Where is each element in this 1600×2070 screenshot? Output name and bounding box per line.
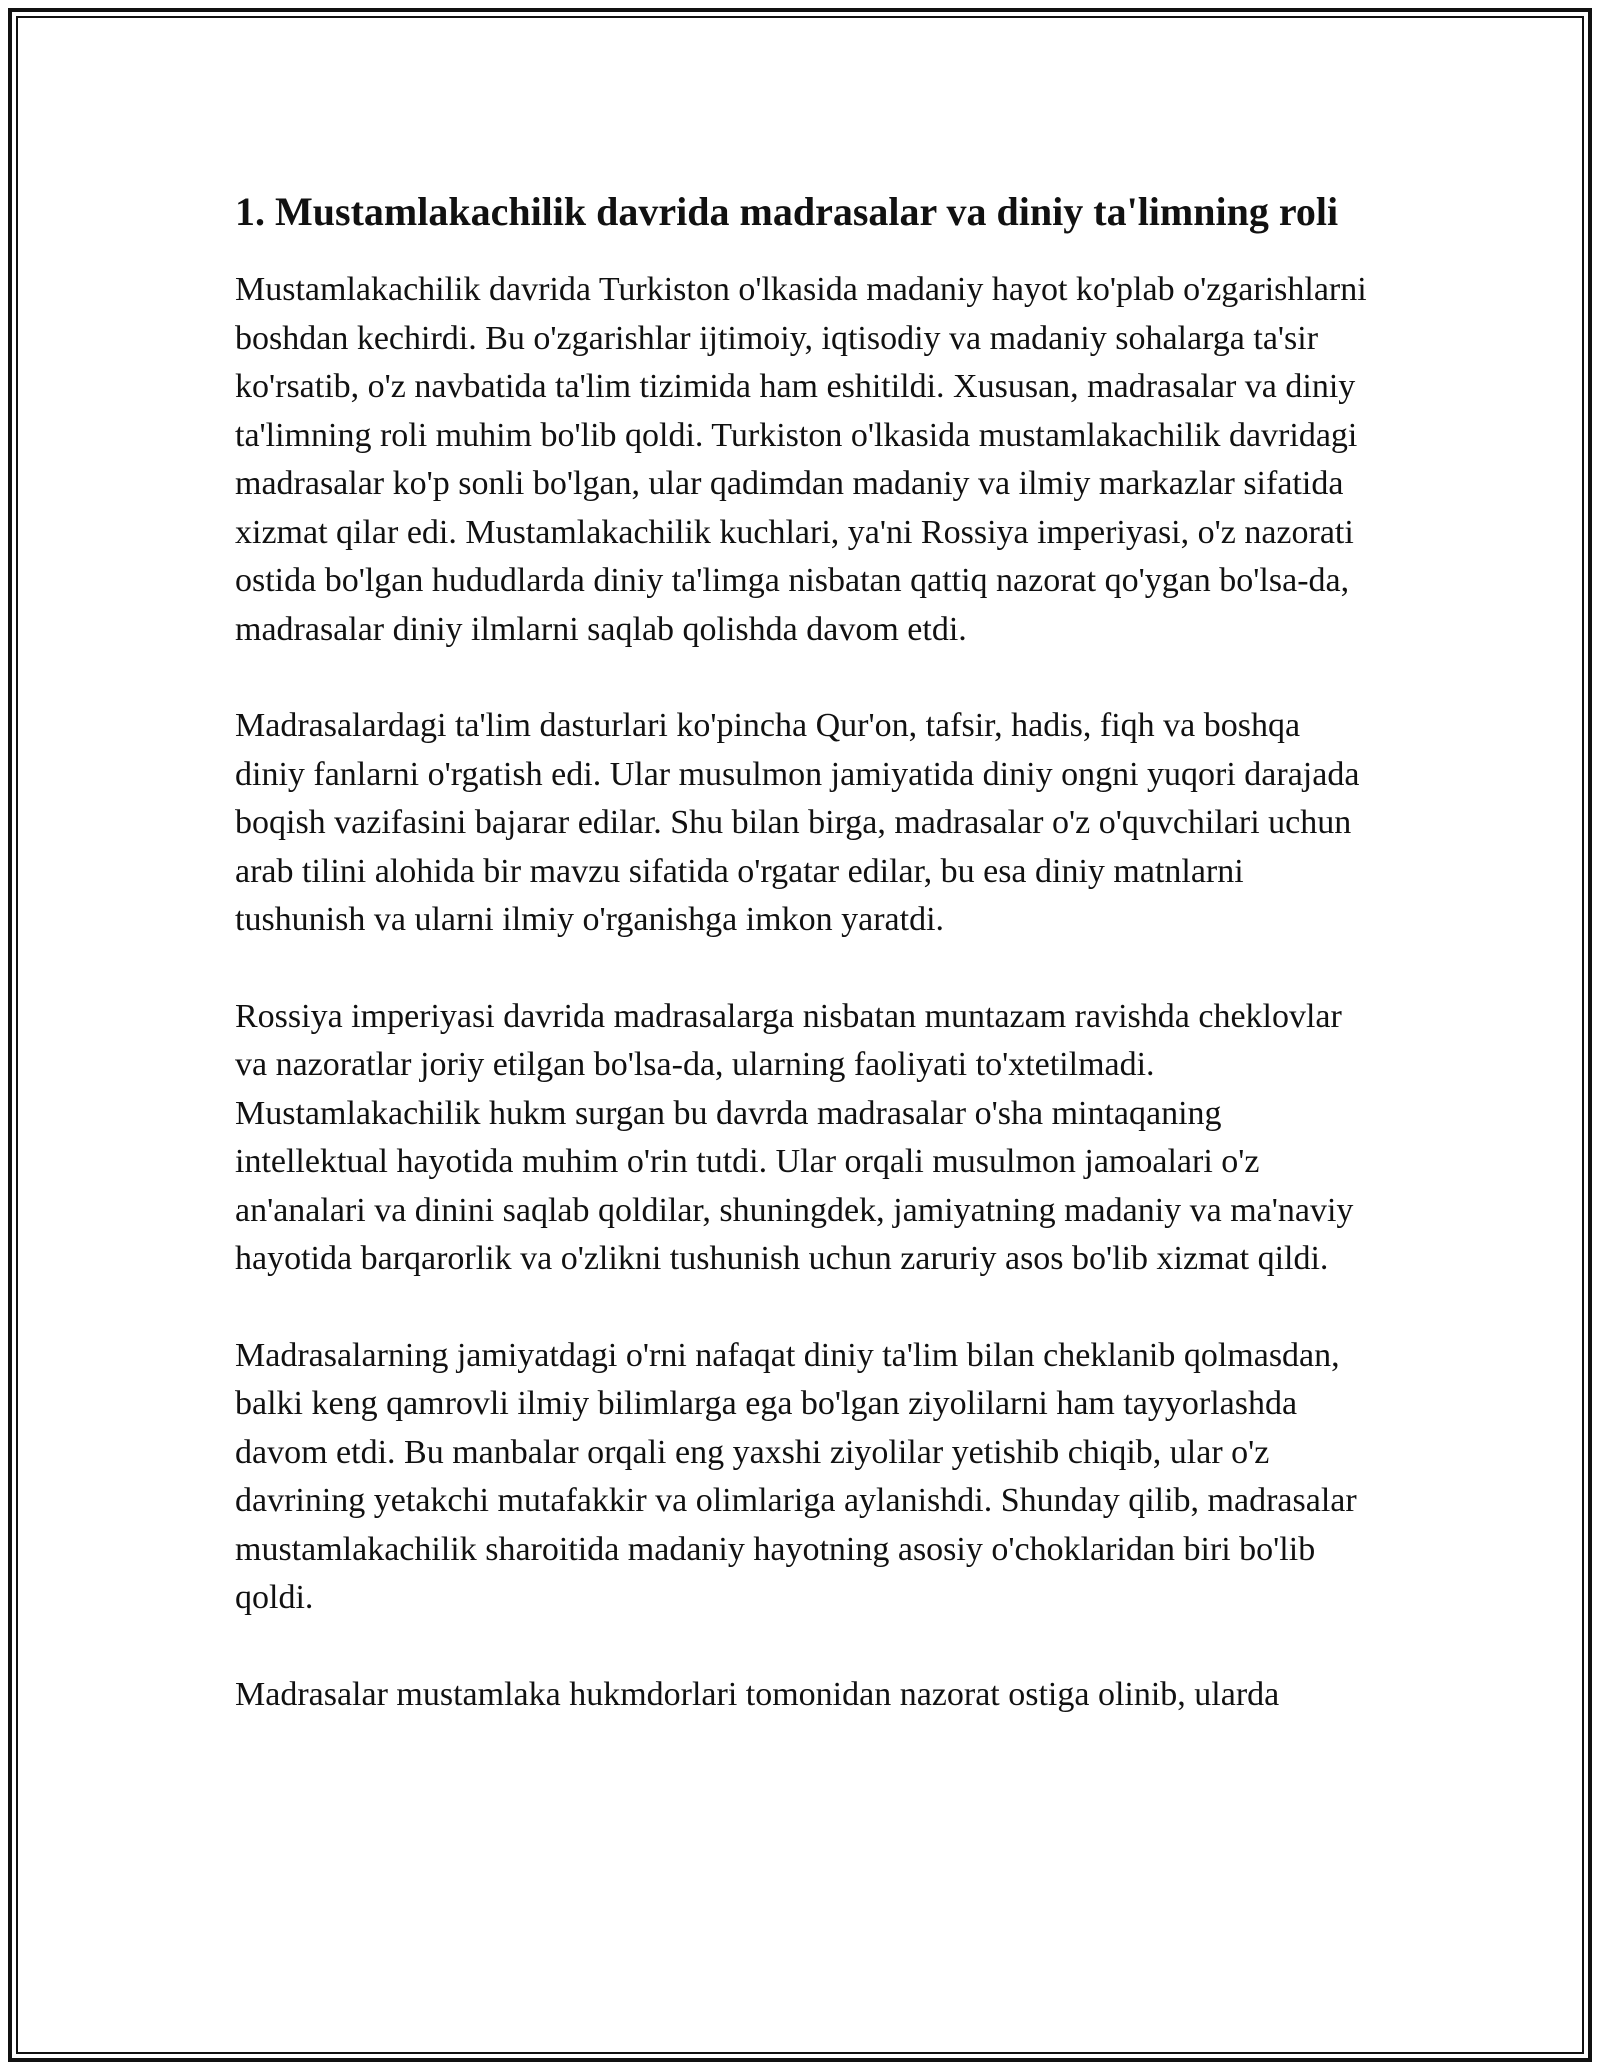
document-body (235, 184, 1375, 1767)
paragraph-5: Madrasalar mustamlaka hukmdorlari tomonidan nazorat ostiga olinib, ularda (235, 1675, 1280, 1713)
paragraph-3: Rossiya imperiyasi davrida madrasalarga nisbatan muntazam ravishda cheklovlar va nazoratlar joriy etilgan bo'lsa-da, ularning faoliyati to'xtetilmadi. Mustamlakachilik hukm surgan bu davrda madrasalar o'sha mintaqaning intellektual hayotida muhim o'rin tutdi. Ular orqali musulmon jamoalari o'z an'analari va dinini saqlab qoldilar, shuningdek, jamiyatning madaniy va ma'naviy hayotida barqarorlik va o'zlikni tushunish uchun zaruriy asos bo'lib xizmat qildi. (235, 997, 1354, 1277)
paragraph-4: Madrasalarning jamiyatdagi o'rni nafaqat diniy ta'lim bilan cheklanib qolmasdan, balki keng qamrovli ilmiy bilimlarga ega bo'lgan ziyolilarni ham tayyorlashda davom etdi. Bu manbalar orqali eng yaxshi ziyolilar yetishib chiqib, ular o'z davrining yetakchi mutafakkir va olimlariga aylanishdi. Shunday qilib, madrasalar mustamlakachilik sharoitida madaniy hayotning asosiy o'choklaridan biri bo'lib qoldi. (235, 1336, 1357, 1616)
section-title: 1. Mustamlakachilik davrida madrasalar va diniy ta'limning roli (235, 189, 1339, 234)
paragraph-1: Mustamlakachilik davrida Turkiston o'lkasida madaniy hayot ko'plab o'zgarishlarni boshdan kechirdi. Bu o'zgarishlar ijtimoiy, iqtisodiy va madaniy sohalarga ta'sir ko'rsatib, o'z navbatida ta'lim tizimida ham eshitildi. Xususan, madrasalar va diniy ta'limning roli muhim bo'lib qoldi. Turkiston o'lkasida mustamlakachilik davridagi madrasalar ko'p sonli bo'lgan, ular qadimdan madaniy va ilmiy markazlar sifatida xizmat qilar edi. Mustamlakachilik kuchlari, ya'ni Rossiya imperiyasi, o'z nazorati ostida bo'lgan hududlarda diniy ta'limga nisbatan qattiq nazorat qo'ygan bo'lsa-da, madrasalar diniy ilmlarni saqlab qolishda davom etdi. (235, 271, 1367, 648)
paragraph-2: Madrasalardagi ta'lim dasturlari ko'pincha Qur'on, tafsir, hadis, fiqh va boshqa diniy fanlarni o'rgatish edi. Ular musulmon jamiyatida diniy ongni yuqori darajada boqish vazifasini bajarar edilar. Shu bilan birga, madrasalar o'z o'quvchilari uchun arab tilini alohida bir mavzu sifatida o'rgatar edilar, bu esa diniy matnlarni tushunish va ularni ilmiy o'rganishga imkon yaratdi. (235, 707, 1360, 938)
